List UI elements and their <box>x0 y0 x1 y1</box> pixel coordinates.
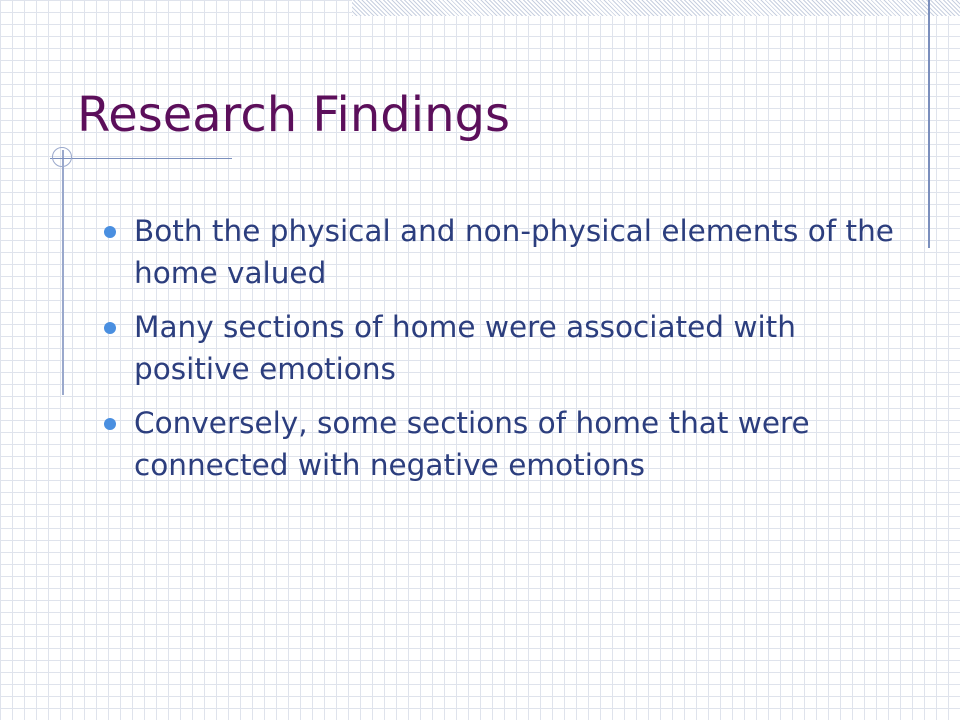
bullet-dot-icon <box>104 226 116 238</box>
corner-circle-ornament <box>52 147 72 167</box>
bullet-text: Conversely, some sections of home that were connected with negative emotions <box>134 406 810 482</box>
title-underline <box>50 158 232 159</box>
bullet-dot-icon <box>104 418 116 430</box>
bullet-item-2 <box>104 306 904 390</box>
bullet-text: Many sections of home were associated with positive emotions <box>134 310 796 386</box>
bullet-list <box>104 210 904 498</box>
top-decorative-stripe <box>352 0 960 16</box>
bullet-dot-icon <box>104 322 116 334</box>
right-decorative-line <box>928 0 930 248</box>
bullet-item-1 <box>104 210 904 294</box>
bullet-item-3 <box>104 402 904 486</box>
slide-title: Research Findings <box>77 87 511 143</box>
left-decorative-line <box>62 150 64 395</box>
bullet-text: Both the physical and non-physical elements of the home valued <box>134 214 894 290</box>
